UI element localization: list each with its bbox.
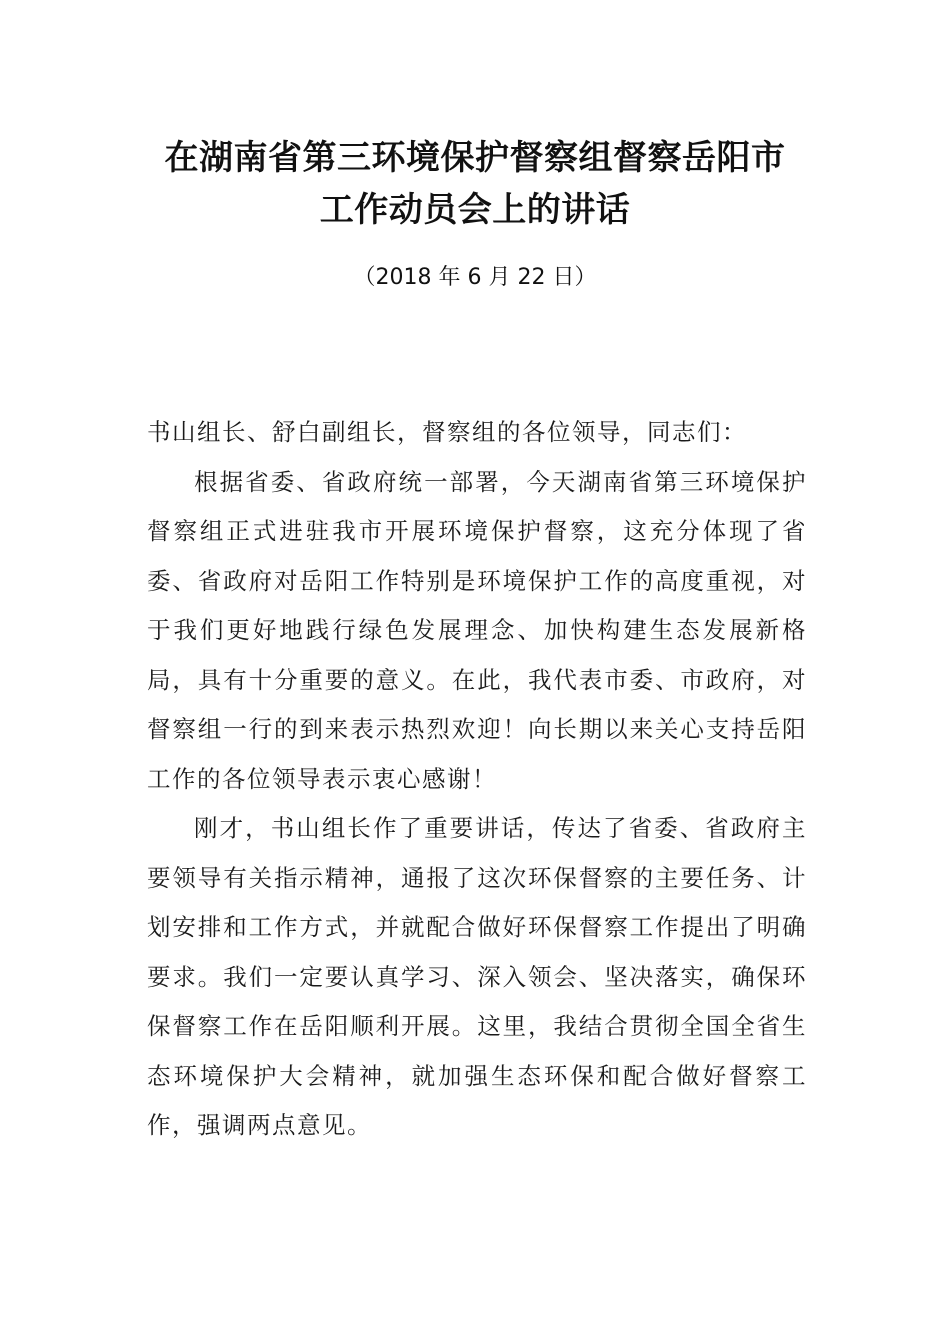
speech-body [147, 408, 807, 1151]
paragraph-2: 刚才，书山组长作了重要讲话，传达了省委、省政府主要领导有关指示精神，通报了这次环保督察的主要任务、计划安排和工作方式，并就配合做好环保督察工作提出了明确要求。我们一定要认真学习、深入领会、坚决落实，确保环保督察工作在岳阳顺利开展。这里，我结合贯彻全国全省生态环境保护大会精神，就加强生态环保和配合做好督察工作，强调两点意见。 [147, 814, 807, 1139]
document-title-line-1: 在湖南省第三环境保护督察组督察岳阳市 [164, 138, 786, 178]
salutation: 书山组长、舒白副组长，督察组的各位领导，同志们： [147, 418, 747, 446]
paragraph-1: 根据省委、省政府统一部署，今天湖南省第三环境保护督察组正式进驻我市开展环境保护督察，这充分体现了省委、省政府对岳阳工作特别是环境保护工作的高度重视，对于我们更好地践行绿色发展理念、加快构建生态发展新格局，具有十分重要的意义。在此，我代表市委、市政府，对督察组一行的到来表示热烈欢迎！向长期以来关心支持岳阳工作的各位领导表示衷心感谢！ [147, 467, 807, 793]
speech-date: （2018 年 6 月 22 日） [353, 265, 597, 290]
document-title-line-2: 工作动员会上的讲话 [319, 190, 631, 230]
